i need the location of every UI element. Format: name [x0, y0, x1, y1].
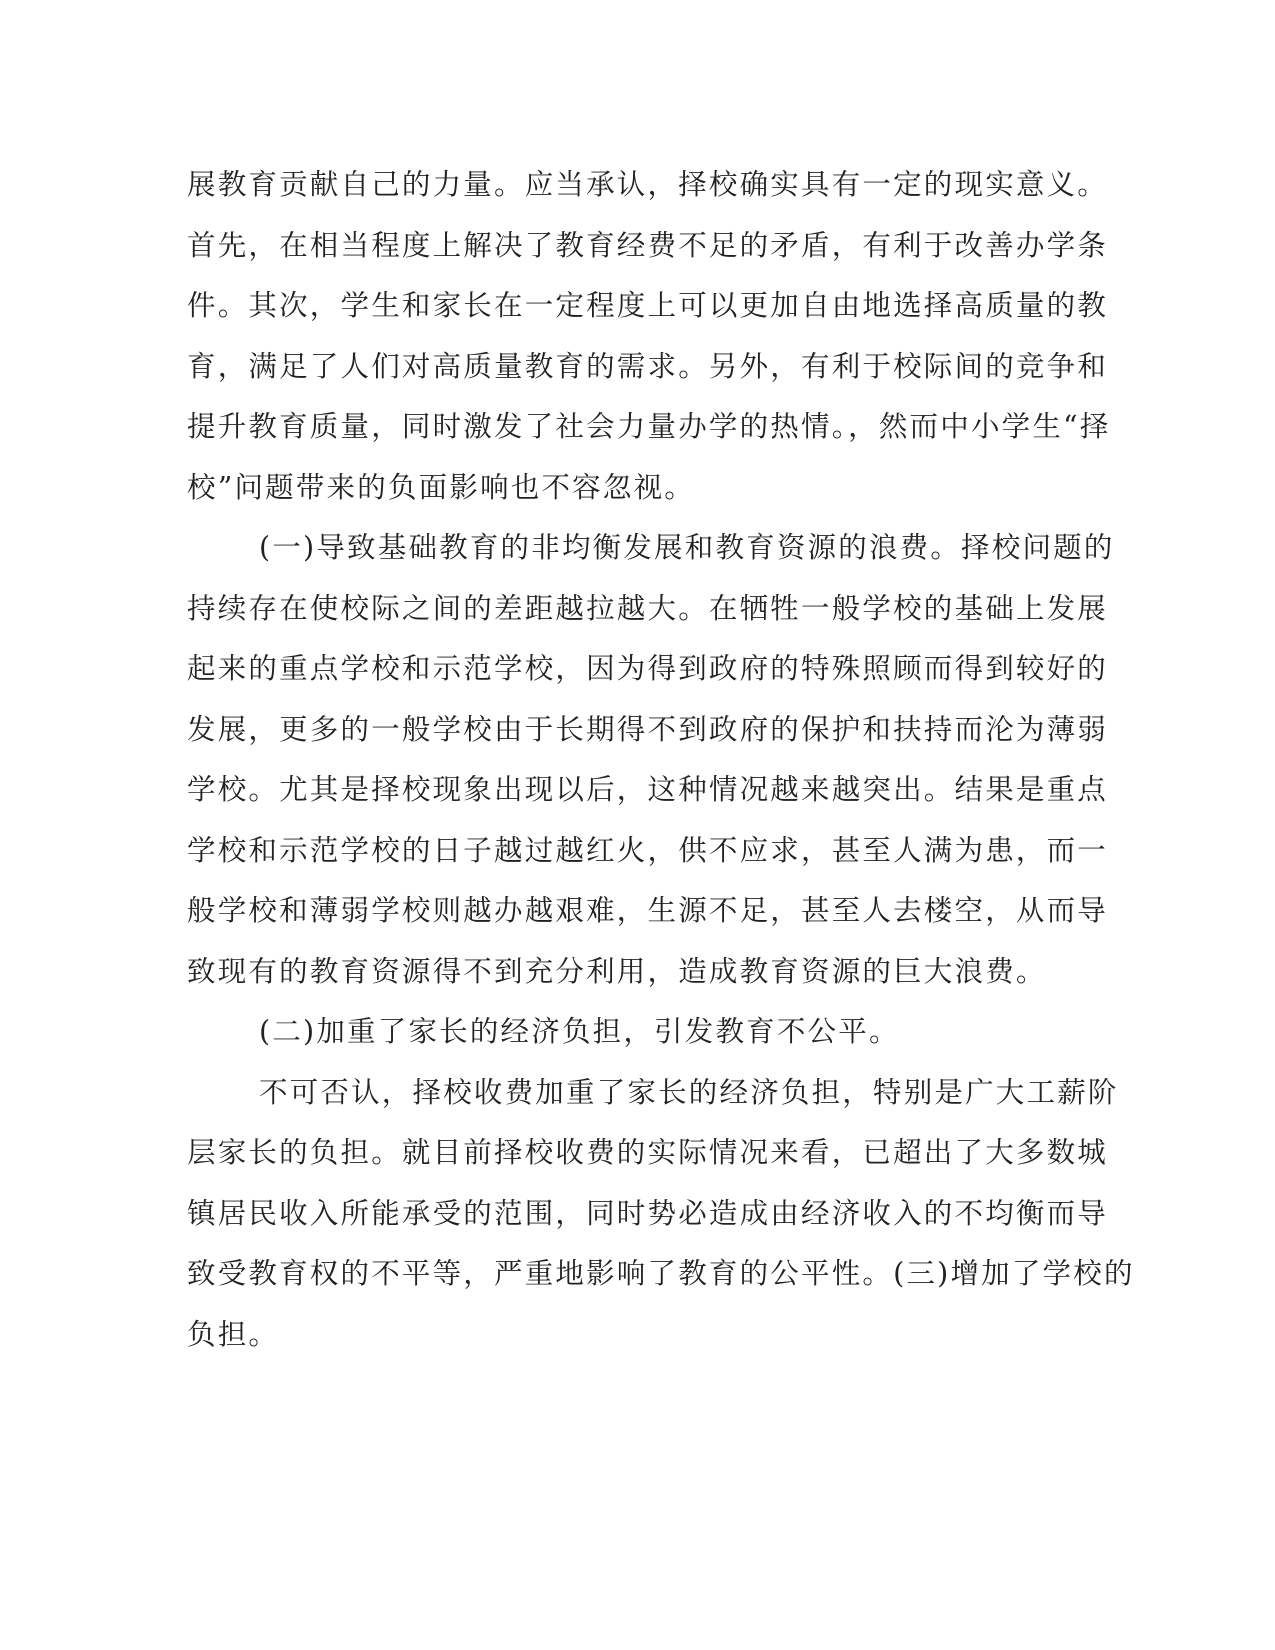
text-line: 负担。 — [187, 1317, 280, 1351]
text-line: 育，满足了人们对高质量教育的需求。另外，有利于校际间的竞争和 — [187, 349, 1109, 383]
text-line: 致受教育权的不平等，严重地影响了教育的公平性。(三)增加了学校的 — [187, 1257, 1135, 1290]
text-line: 发展，更多的一般学校由于长期得不到政府的保护和扶持而沦为薄弱 — [187, 712, 1109, 746]
text-line: 展教育贡献自己的力量。应当承认，择校确实具有一定的现实意义。 — [187, 168, 1109, 201]
text-line: 校”问题带来的负面影响也不容忽视。 — [187, 470, 695, 504]
text-line: 首先，在相当程度上解决了教育经费不足的矛盾，有利于改善办学条 — [187, 228, 1109, 262]
text-line: 般学校和薄弱学校则越办越艰难，生源不足，甚至人去楼空，从而导 — [187, 894, 1109, 927]
text-line: 起来的重点学校和示范学校，因为得到政府的特殊照顾而得到较好的 — [187, 652, 1109, 685]
section-heading-2: (二)加重了家长的经济负担，引发教育不公平。 — [259, 1015, 900, 1048]
text-line: 镇居民收入所能承受的范围，同时势必造成由经济收入的不均衡而导 — [187, 1196, 1109, 1230]
text-line: 持续存在使校际之间的差距越拉越大。在牺牲一般学校的基础上发展 — [187, 591, 1109, 625]
text-line: 层家长的负担。就目前择校收费的实际情况来看，已超出了大多数城 — [187, 1136, 1109, 1169]
text-line: 学校和示范学校的日子越过越红火，供不应求，甚至人满为患，而一 — [187, 833, 1109, 867]
text-line: 不可否认，择校收费加重了家长的经济负担，特别是广大工薪阶 — [259, 1075, 1119, 1109]
body-text — [187, 155, 1135, 1365]
text-line: 致现有的教育资源得不到充分利用，造成教育资源的巨大浪费。 — [187, 954, 1047, 988]
text-line: 提升教育质量，同时激发了社会力量办学的热情。，然而中小学生“择 — [187, 410, 1111, 443]
text-line: 件。其次，学生和家长在一定程度上可以更加自由地选择高质量的教 — [187, 289, 1109, 322]
text-line: 学校。尤其是择校现象出现以后，这种情况越来越突出。结果是重点 — [187, 773, 1109, 806]
section-heading-1: (一)导致基础教育的非均衡发展和教育资源的浪费。择校问题的 — [259, 531, 1115, 564]
